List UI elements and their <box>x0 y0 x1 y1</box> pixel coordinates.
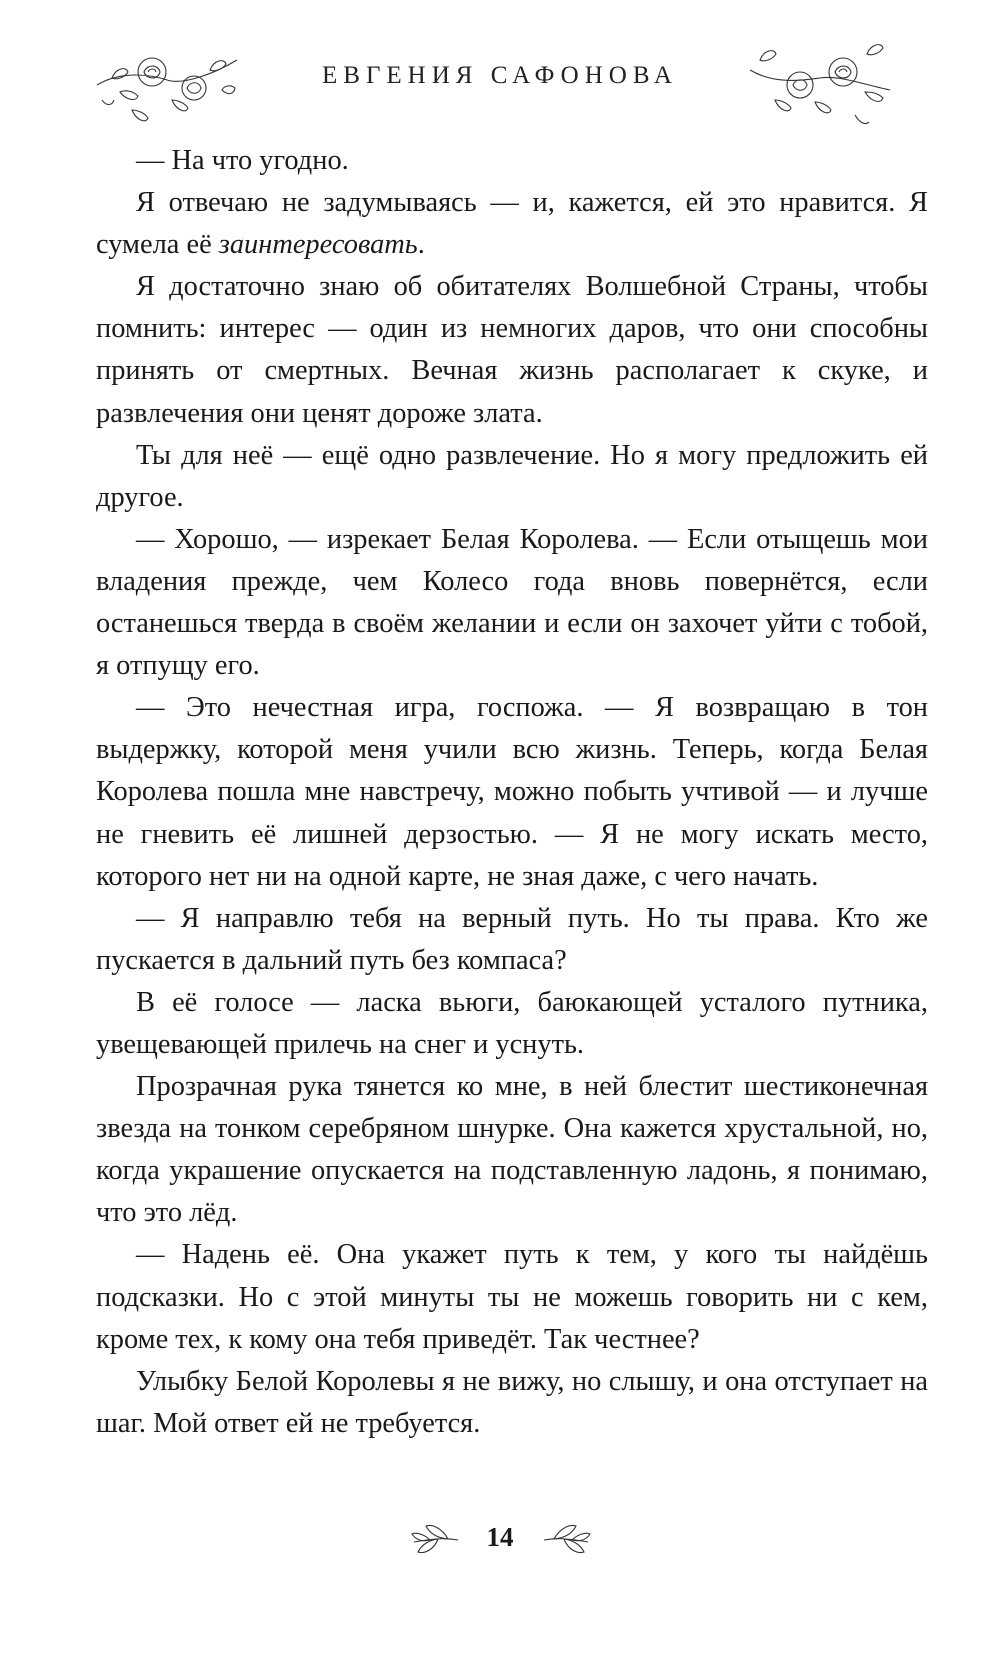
page-header <box>0 0 1000 150</box>
paragraph-text: Я отвечаю не задумываясь — и, кажется, ей это нравится. Я сумела её <box>96 187 928 261</box>
paragraph: — Я направлю тебя на верный путь. Но ты права. Кто же пускается в дальний путь без компаса? <box>96 902 928 976</box>
header-author-name: ЕВГЕНИЯ САФОНОВА <box>322 62 678 89</box>
leaf-ornament-icon <box>540 1520 594 1560</box>
rose-ornament-icon <box>745 30 895 140</box>
paragraph: В её голосе — ласка вьюги, баюкающей усталого путника, увещевающей прилечь на снег и уснуть. <box>96 986 928 1060</box>
paragraph: Ты для неё — ещё одно развлечение. Но я могу предложить ей другое. <box>96 439 928 513</box>
page-body <box>96 140 928 1445</box>
page-footer <box>0 1518 1000 1568</box>
paragraph: — На что угодно. <box>136 145 349 176</box>
paragraph <box>96 182 928 266</box>
paragraph: Я достаточно знаю об обитателях Волшебной Страны, чтобы помнить: интерес — один из немногих даров, что они способны принять от смертных. Вечная жизнь располагает к скуке, и развлечения они ценят дороже злата. <box>96 271 928 429</box>
paragraph: — Это нечестная игра, госпожа. — Я возвращаю в тон выдержку, которой меня учили всю жизнь. Теперь, когда Белая Королева пошла мне навстречу, можно побыть учтивой — и лучше не гневить её лишней дерзостью. — Я не могу искать место, которого нет ни на одной карте, не зная даже, с чего начать. <box>96 692 928 892</box>
paragraph: — Надень её. Она укажет путь к тем, у кого ты найдёшь подсказки. Но с этой минуты ты не можешь говорить ни с кем, кроме тех, к кому она тебя приведёт. Так честнее? <box>96 1239 928 1355</box>
emphasized-word: заинтересовать <box>218 229 418 261</box>
paragraph: Улыбку Белой Королевы я не вижу, но слышу, и она отступает на шаг. Мой ответ ей не требуется. <box>96 1365 928 1439</box>
paragraph: — Хорошо, — изрекает Белая Королева. — Если отыщешь мои владения прежде, чем Колесо года вновь повернётся, если останешься тверда в своём желании и если он захочет уйти с тобой, я отпущу его. <box>96 523 928 682</box>
page-number: 14 <box>486 1522 514 1552</box>
leaf-ornament-icon <box>408 1520 462 1560</box>
paragraph-tail: . <box>417 229 425 261</box>
paragraph: Прозрачная рука тянется ко мне, в ней блестит шестиконечная звезда на тонком серебряном шнурке. Она кажется хрустальной, но, когда украшение опускается на подставленную ладонь, я понимаю, что это лёд. <box>96 1071 928 1229</box>
